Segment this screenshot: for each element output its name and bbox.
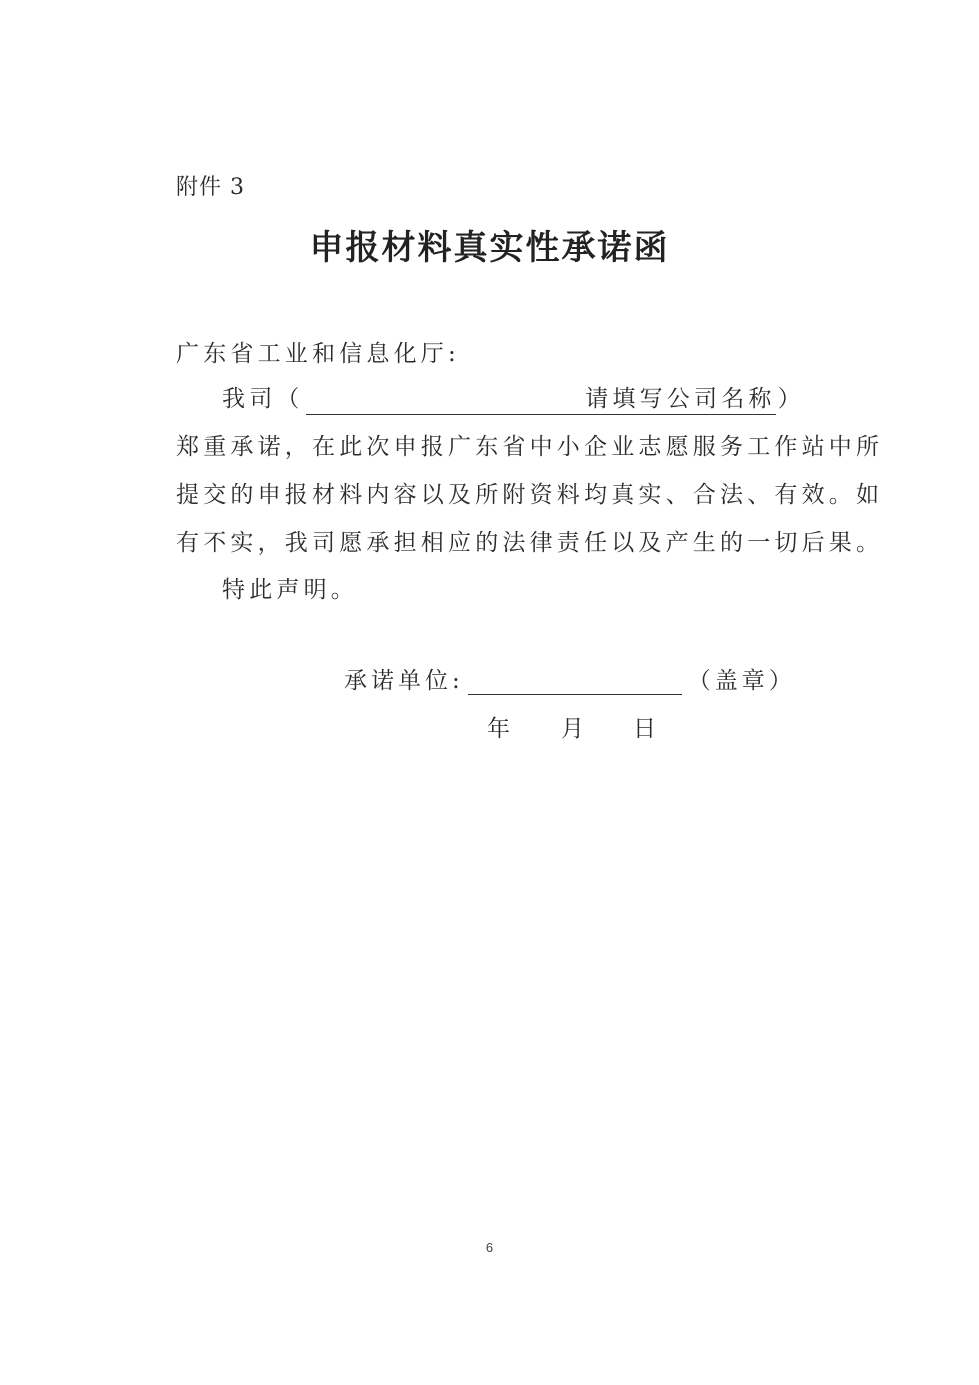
line1-suffix: ） bbox=[777, 386, 805, 412]
date-year-label: 年 bbox=[487, 716, 510, 742]
commitment-line-1 bbox=[222, 375, 862, 423]
attachment-label: 附件 3 bbox=[176, 175, 245, 200]
date-month-label: 月 bbox=[561, 716, 584, 742]
company-name-field[interactable] bbox=[306, 384, 776, 415]
date-day-label: 日 bbox=[633, 716, 656, 742]
signature-field[interactable] bbox=[468, 668, 682, 695]
commitment-line-4: 有不实，我司愿承担相应的法律责任以及产生的一切后果。 bbox=[176, 530, 884, 556]
commitment-line-3: 提交的申报材料内容以及所附资料均真实、合法、有效。如 bbox=[176, 482, 884, 508]
commitment-line-2: 郑重承诺，在此次申报广东省中小企业志愿服务工作站中所 bbox=[176, 434, 884, 460]
company-name-placeholder: 请填写公司名称 bbox=[585, 386, 776, 412]
signature-row bbox=[344, 662, 796, 695]
line1-prefix: 我司（ bbox=[222, 386, 304, 412]
document-title: 申报材料真实性承诺函 bbox=[309, 228, 670, 268]
closing-statement: 特此声明。 bbox=[222, 577, 358, 603]
signature-label: 承诺单位: bbox=[344, 668, 464, 694]
stamp-note: （盖章） bbox=[687, 668, 796, 694]
addressee: 广东省工业和信息化厅: bbox=[176, 341, 460, 367]
page-number: 6 bbox=[485, 1240, 494, 1255]
